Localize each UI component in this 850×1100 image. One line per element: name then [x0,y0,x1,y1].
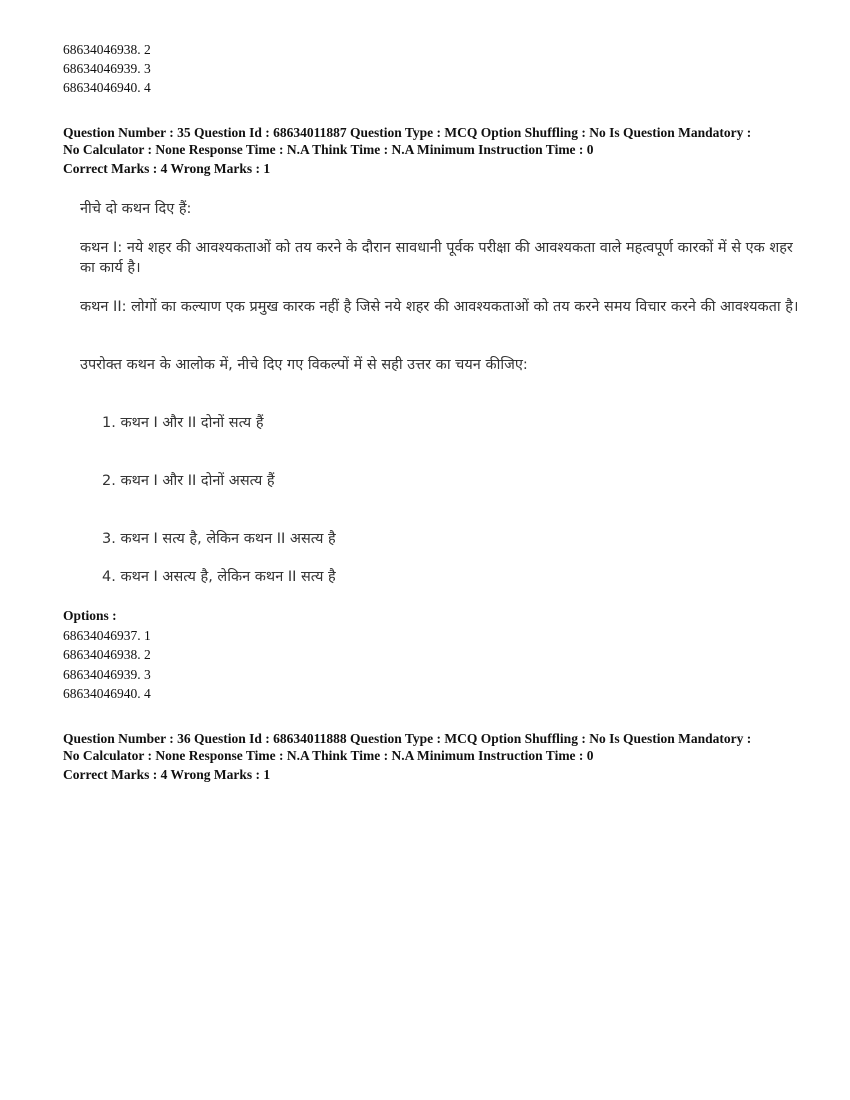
q35-option-4: 68634046940. 4 [63,686,151,701]
q36-header-line1: Question Number : 36 Question Id : 68634011888 Question Type : MCQ Option Shuffling : No Is Question Mandatory : [63,731,752,746]
q35-option-3: 68634046939. 3 [63,667,151,682]
q35-statement-2: कथन II: लोगों का कल्याण एक प्रमुख कारक नहीं है जिसे नये शहर की आवश्यकताओं को तय करने समय विचार करने की आवश्यकता है। [80,299,799,315]
prev-option-4: 68634046940. 4 [63,80,151,95]
q35-intro: नीचे दो कथन दिए हैं: [80,201,192,217]
q35-instruction: उपरोक्त कथन के आलोक में, नीचे दिए गए विकल्पों में से सही उत्तर का चयन कीजिए: [80,357,528,373]
q36-marks: Correct Marks : 4 Wrong Marks : 1 [63,767,271,782]
q35-choice-2: 2. कथन I और II दोनों असत्य हैं [102,473,275,489]
q35-option-1: 68634046937. 1 [63,628,151,643]
q36-header-line2: No Calculator : None Response Time : N.A Think Time : N.A Minimum Instruction Time : 0 [63,748,594,763]
q35-statement-1: कथन I: नये शहर की आवश्यकताओं को तय करने के दौरान सावधानी पूर्वक परीक्षा की आवश्यकता वाले महत्वपूर्ण कारकों में से एक शहर का कार्य है। [80,240,793,276]
q35-option-2: 68634046938. 2 [63,647,151,662]
q35-header-line1: Question Number : 35 Question Id : 68634011887 Question Type : MCQ Option Shuffling : No Is Question Mandatory : [63,125,752,140]
prev-option-3: 68634046939. 3 [63,61,151,76]
prev-option-2: 68634046938. 2 [63,42,151,57]
q35-choice-4: 4. कथन I असत्य है, लेकिन कथन II सत्य है [102,569,336,585]
q35-choice-3: 3. कथन I सत्य है, लेकिन कथन II असत्य है [102,531,336,547]
q35-marks: Correct Marks : 4 Wrong Marks : 1 [63,161,271,176]
q35-options-label: Options : [63,608,117,623]
q35-header-line2: No Calculator : None Response Time : N.A Think Time : N.A Minimum Instruction Time : 0 [63,142,594,157]
q35-choice-1: 1. कथन I और II दोनों सत्य हैं [102,415,264,431]
